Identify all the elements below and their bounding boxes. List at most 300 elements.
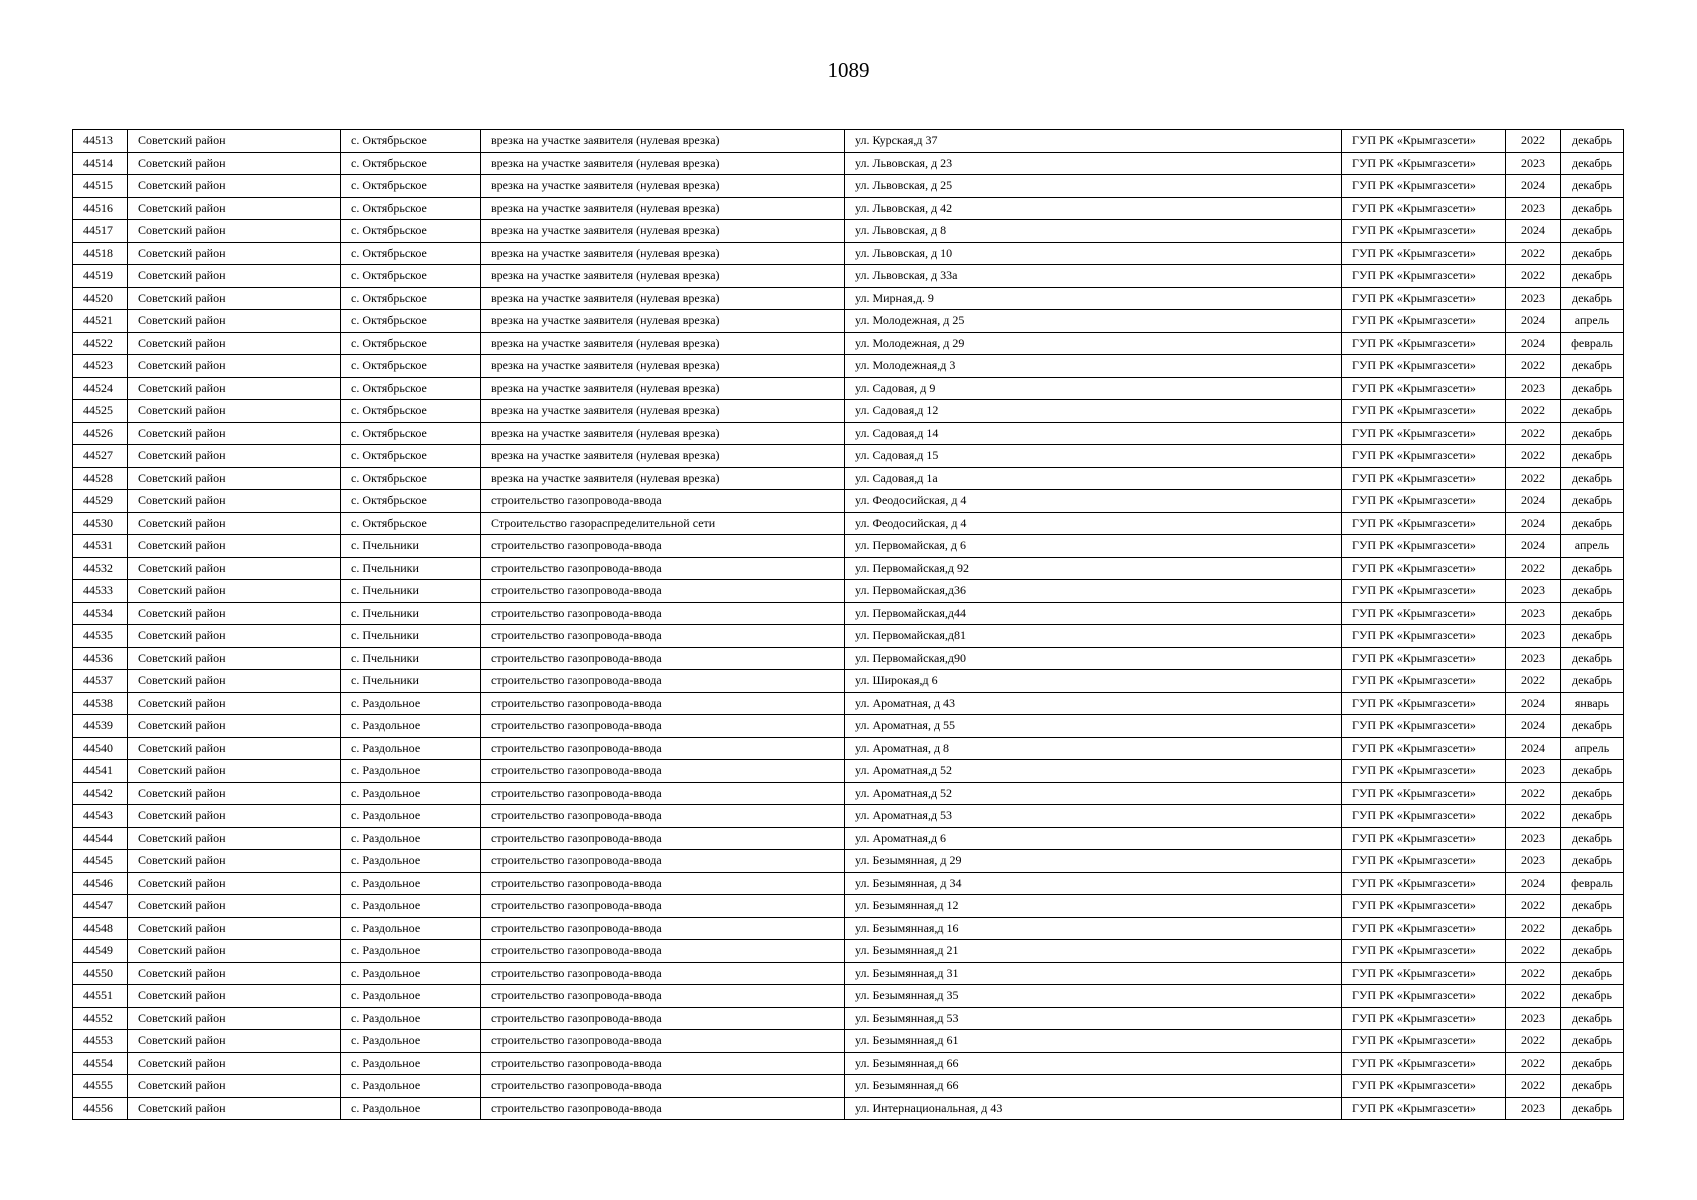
work-type-cell: строительство газопровода-ввода: [481, 895, 845, 918]
organization-cell: ГУП РК «Крымгазсети»: [1342, 1097, 1506, 1120]
settlement-cell: с. Раздольное: [341, 1075, 481, 1098]
record-number-cell: 44538: [73, 692, 128, 715]
organization-cell: ГУП РК «Крымгазсети»: [1342, 940, 1506, 963]
year-cell: 2024: [1506, 692, 1561, 715]
month-cell: декабрь: [1561, 242, 1624, 265]
district-cell: Советский район: [128, 265, 341, 288]
record-number-cell: 44544: [73, 827, 128, 850]
table-row: [73, 760, 1624, 783]
work-type-cell: строительство газопровода-ввода: [481, 557, 845, 580]
month-cell: апрель: [1561, 310, 1624, 333]
settlement-cell: с. Октябрьское: [341, 175, 481, 198]
settlement-cell: с. Октябрьское: [341, 265, 481, 288]
organization-cell: ГУП РК «Крымгазсети»: [1342, 310, 1506, 333]
organization-cell: ГУП РК «Крымгазсети»: [1342, 760, 1506, 783]
work-type-cell: Строительство газораспределительной сети: [481, 512, 845, 535]
year-cell: 2024: [1506, 512, 1561, 535]
month-cell: декабрь: [1561, 782, 1624, 805]
settlement-cell: с. Пчельники: [341, 557, 481, 580]
record-number-cell: 44521: [73, 310, 128, 333]
organization-cell: ГУП РК «Крымгазсети»: [1342, 917, 1506, 940]
settlement-cell: с. Раздольное: [341, 940, 481, 963]
year-cell: 2023: [1506, 827, 1561, 850]
month-cell: декабрь: [1561, 152, 1624, 175]
organization-cell: ГУП РК «Крымгазсети»: [1342, 625, 1506, 648]
work-type-cell: строительство газопровода-ввода: [481, 782, 845, 805]
work-type-cell: строительство газопровода-ввода: [481, 805, 845, 828]
settlement-cell: с. Раздольное: [341, 1030, 481, 1053]
organization-cell: ГУП РК «Крымгазсети»: [1342, 242, 1506, 265]
address-cell: ул. Ароматная,д 52: [845, 760, 1342, 783]
work-type-cell: врезка на участке заявителя (нулевая врезка): [481, 242, 845, 265]
address-cell: ул. Курская,д 37: [845, 130, 1342, 153]
address-cell: ул. Безымянная,д 31: [845, 962, 1342, 985]
table-row: [73, 805, 1624, 828]
record-number-cell: 44514: [73, 152, 128, 175]
work-type-cell: строительство газопровода-ввода: [481, 580, 845, 603]
work-type-cell: врезка на участке заявителя (нулевая врезка): [481, 220, 845, 243]
organization-cell: ГУП РК «Крымгазсети»: [1342, 332, 1506, 355]
work-type-cell: строительство газопровода-ввода: [481, 535, 845, 558]
district-cell: Советский район: [128, 355, 341, 378]
month-cell: декабрь: [1561, 962, 1624, 985]
table-row: [73, 602, 1624, 625]
month-cell: декабрь: [1561, 422, 1624, 445]
district-cell: Советский район: [128, 647, 341, 670]
table-row: [73, 197, 1624, 220]
district-cell: Советский район: [128, 895, 341, 918]
year-cell: 2022: [1506, 940, 1561, 963]
record-number-cell: 44525: [73, 400, 128, 423]
month-cell: декабрь: [1561, 467, 1624, 490]
record-number-cell: 44554: [73, 1052, 128, 1075]
table-row: [73, 490, 1624, 513]
year-cell: 2022: [1506, 130, 1561, 153]
work-type-cell: строительство газопровода-ввода: [481, 715, 845, 738]
address-cell: ул. Безымянная,д 53: [845, 1007, 1342, 1030]
record-number-cell: 44536: [73, 647, 128, 670]
table-row: [73, 647, 1624, 670]
settlement-cell: с. Пчельники: [341, 670, 481, 693]
address-cell: ул. Безымянная,д 21: [845, 940, 1342, 963]
month-cell: декабрь: [1561, 602, 1624, 625]
settlement-cell: с. Октябрьское: [341, 400, 481, 423]
work-type-cell: строительство газопровода-ввода: [481, 985, 845, 1008]
district-cell: Советский район: [128, 535, 341, 558]
organization-cell: ГУП РК «Крымгазсети»: [1342, 287, 1506, 310]
organization-cell: ГУП РК «Крымгазсети»: [1342, 827, 1506, 850]
organization-cell: ГУП РК «Крымгазсети»: [1342, 602, 1506, 625]
record-number-cell: 44542: [73, 782, 128, 805]
district-cell: Советский район: [128, 445, 341, 468]
address-cell: ул. Львовская, д 33а: [845, 265, 1342, 288]
work-type-cell: строительство газопровода-ввода: [481, 625, 845, 648]
address-cell: ул. Безымянная,д 35: [845, 985, 1342, 1008]
record-number-cell: 44532: [73, 557, 128, 580]
year-cell: 2023: [1506, 1097, 1561, 1120]
organization-cell: ГУП РК «Крымгазсети»: [1342, 265, 1506, 288]
district-cell: Советский район: [128, 1052, 341, 1075]
district-cell: Советский район: [128, 985, 341, 1008]
month-cell: февраль: [1561, 332, 1624, 355]
table-row: [73, 940, 1624, 963]
record-number-cell: 44533: [73, 580, 128, 603]
year-cell: 2022: [1506, 400, 1561, 423]
year-cell: 2023: [1506, 760, 1561, 783]
year-cell: 2022: [1506, 242, 1561, 265]
work-type-cell: врезка на участке заявителя (нулевая врезка): [481, 310, 845, 333]
organization-cell: ГУП РК «Крымгазсети»: [1342, 737, 1506, 760]
settlement-cell: с. Пчельники: [341, 580, 481, 603]
year-cell: 2022: [1506, 985, 1561, 1008]
year-cell: 2023: [1506, 625, 1561, 648]
district-cell: Советский район: [128, 557, 341, 580]
table-row: [73, 985, 1624, 1008]
table-row: [73, 850, 1624, 873]
settlement-cell: с. Раздольное: [341, 760, 481, 783]
work-type-cell: строительство газопровода-ввода: [481, 1030, 845, 1053]
settlement-cell: с. Раздольное: [341, 850, 481, 873]
work-type-cell: строительство газопровода-ввода: [481, 962, 845, 985]
table-row: [73, 445, 1624, 468]
record-number-cell: 44545: [73, 850, 128, 873]
record-number-cell: 44531: [73, 535, 128, 558]
settlement-cell: с. Октябрьское: [341, 377, 481, 400]
work-type-cell: строительство газопровода-ввода: [481, 692, 845, 715]
month-cell: декабрь: [1561, 400, 1624, 423]
district-cell: Советский район: [128, 220, 341, 243]
district-cell: Советский район: [128, 1030, 341, 1053]
table-row: [73, 130, 1624, 153]
table-row: [73, 265, 1624, 288]
work-type-cell: врезка на участке заявителя (нулевая врезка): [481, 130, 845, 153]
year-cell: 2022: [1506, 895, 1561, 918]
year-cell: 2024: [1506, 490, 1561, 513]
record-number-cell: 44517: [73, 220, 128, 243]
address-cell: ул. Безымянная,д 12: [845, 895, 1342, 918]
address-cell: ул. Первомайская,д90: [845, 647, 1342, 670]
address-cell: ул. Безымянная,д 66: [845, 1075, 1342, 1098]
work-type-cell: врезка на участке заявителя (нулевая врезка): [481, 422, 845, 445]
record-number-cell: 44529: [73, 490, 128, 513]
table-row: [73, 1030, 1624, 1053]
organization-cell: ГУП РК «Крымгазсети»: [1342, 580, 1506, 603]
district-cell: Советский район: [128, 625, 341, 648]
district-cell: Советский район: [128, 850, 341, 873]
organization-cell: ГУП РК «Крымгазсети»: [1342, 962, 1506, 985]
table-row: [73, 1075, 1624, 1098]
address-cell: ул. Садовая, д 9: [845, 377, 1342, 400]
settlement-cell: с. Октябрьское: [341, 242, 481, 265]
record-number-cell: 44547: [73, 895, 128, 918]
district-cell: Советский район: [128, 940, 341, 963]
register-table: [72, 129, 1624, 1120]
record-number-cell: 44543: [73, 805, 128, 828]
work-type-cell: врезка на участке заявителя (нулевая врезка): [481, 377, 845, 400]
year-cell: 2024: [1506, 175, 1561, 198]
organization-cell: ГУП РК «Крымгазсети»: [1342, 175, 1506, 198]
district-cell: Советский район: [128, 377, 341, 400]
address-cell: ул. Широкая,д 6: [845, 670, 1342, 693]
month-cell: апрель: [1561, 535, 1624, 558]
district-cell: Советский район: [128, 715, 341, 738]
settlement-cell: с. Октябрьское: [341, 467, 481, 490]
table-row: [73, 557, 1624, 580]
month-cell: декабрь: [1561, 490, 1624, 513]
address-cell: ул. Первомайская, д 6: [845, 535, 1342, 558]
organization-cell: ГУП РК «Крымгазсети»: [1342, 1052, 1506, 1075]
work-type-cell: врезка на участке заявителя (нулевая врезка): [481, 197, 845, 220]
work-type-cell: строительство газопровода-ввода: [481, 670, 845, 693]
settlement-cell: с. Октябрьское: [341, 152, 481, 175]
record-number-cell: 44522: [73, 332, 128, 355]
record-number-cell: 44555: [73, 1075, 128, 1098]
work-type-cell: врезка на участке заявителя (нулевая врезка): [481, 175, 845, 198]
district-cell: Советский район: [128, 692, 341, 715]
work-type-cell: врезка на участке заявителя (нулевая врезка): [481, 152, 845, 175]
settlement-cell: с. Октябрьское: [341, 445, 481, 468]
month-cell: декабрь: [1561, 445, 1624, 468]
district-cell: Советский район: [128, 827, 341, 850]
year-cell: 2024: [1506, 715, 1561, 738]
record-number-cell: 44553: [73, 1030, 128, 1053]
district-cell: Советский район: [128, 872, 341, 895]
work-type-cell: строительство газопровода-ввода: [481, 760, 845, 783]
settlement-cell: с. Октябрьское: [341, 332, 481, 355]
district-cell: Советский район: [128, 917, 341, 940]
district-cell: Советский район: [128, 805, 341, 828]
month-cell: декабрь: [1561, 1097, 1624, 1120]
organization-cell: ГУП РК «Крымгазсети»: [1342, 422, 1506, 445]
work-type-cell: врезка на участке заявителя (нулевая врезка): [481, 265, 845, 288]
month-cell: январь: [1561, 692, 1624, 715]
address-cell: ул. Львовская, д 8: [845, 220, 1342, 243]
district-cell: Советский район: [128, 400, 341, 423]
address-cell: ул. Ароматная,д 52: [845, 782, 1342, 805]
address-cell: ул. Львовская, д 23: [845, 152, 1342, 175]
organization-cell: ГУП РК «Крымгазсети»: [1342, 715, 1506, 738]
settlement-cell: с. Раздольное: [341, 1052, 481, 1075]
table-row: [73, 377, 1624, 400]
record-number-cell: 44551: [73, 985, 128, 1008]
work-type-cell: врезка на участке заявителя (нулевая врезка): [481, 467, 845, 490]
table-row: [73, 737, 1624, 760]
year-cell: 2022: [1506, 557, 1561, 580]
year-cell: 2024: [1506, 535, 1561, 558]
register-body: [73, 130, 1624, 1120]
settlement-cell: с. Раздольное: [341, 782, 481, 805]
table-row: [73, 220, 1624, 243]
record-number-cell: 44520: [73, 287, 128, 310]
table-row: [73, 400, 1624, 423]
record-number-cell: 44528: [73, 467, 128, 490]
settlement-cell: с. Пчельники: [341, 625, 481, 648]
district-cell: Советский район: [128, 580, 341, 603]
year-cell: 2023: [1506, 287, 1561, 310]
month-cell: декабрь: [1561, 895, 1624, 918]
year-cell: 2022: [1506, 467, 1561, 490]
table-row: [73, 1097, 1624, 1120]
work-type-cell: строительство газопровода-ввода: [481, 737, 845, 760]
district-cell: Советский район: [128, 152, 341, 175]
year-cell: 2022: [1506, 422, 1561, 445]
settlement-cell: с. Раздольное: [341, 985, 481, 1008]
settlement-cell: с. Раздольное: [341, 895, 481, 918]
organization-cell: ГУП РК «Крымгазсети»: [1342, 220, 1506, 243]
record-number-cell: 44556: [73, 1097, 128, 1120]
month-cell: декабрь: [1561, 805, 1624, 828]
year-cell: 2022: [1506, 962, 1561, 985]
table-row: [73, 512, 1624, 535]
settlement-cell: с. Раздольное: [341, 1007, 481, 1030]
record-number-cell: 44530: [73, 512, 128, 535]
table-row: [73, 152, 1624, 175]
address-cell: ул. Садовая,д 15: [845, 445, 1342, 468]
month-cell: декабрь: [1561, 1007, 1624, 1030]
record-number-cell: 44527: [73, 445, 128, 468]
organization-cell: ГУП РК «Крымгазсети»: [1342, 445, 1506, 468]
settlement-cell: с. Раздольное: [341, 805, 481, 828]
address-cell: ул. Ароматная, д 43: [845, 692, 1342, 715]
month-cell: декабрь: [1561, 850, 1624, 873]
address-cell: ул. Молодежная, д 25: [845, 310, 1342, 333]
address-cell: ул. Феодосийская, д 4: [845, 512, 1342, 535]
record-number-cell: 44513: [73, 130, 128, 153]
organization-cell: ГУП РК «Крымгазсети»: [1342, 670, 1506, 693]
address-cell: ул. Первомайская,д36: [845, 580, 1342, 603]
address-cell: ул. Безымянная,д 66: [845, 1052, 1342, 1075]
year-cell: 2022: [1506, 1052, 1561, 1075]
record-number-cell: 44541: [73, 760, 128, 783]
settlement-cell: с. Октябрьское: [341, 355, 481, 378]
year-cell: 2022: [1506, 1075, 1561, 1098]
work-type-cell: врезка на участке заявителя (нулевая врезка): [481, 355, 845, 378]
settlement-cell: с. Октябрьское: [341, 422, 481, 445]
settlement-cell: с. Раздольное: [341, 872, 481, 895]
address-cell: ул. Безымянная, д 29: [845, 850, 1342, 873]
year-cell: 2023: [1506, 580, 1561, 603]
table-row: [73, 827, 1624, 850]
organization-cell: ГУП РК «Крымгазсети»: [1342, 130, 1506, 153]
settlement-cell: с. Октябрьское: [341, 310, 481, 333]
year-cell: 2023: [1506, 377, 1561, 400]
month-cell: декабрь: [1561, 197, 1624, 220]
month-cell: декабрь: [1561, 377, 1624, 400]
address-cell: ул. Безымянная,д 61: [845, 1030, 1342, 1053]
table-row: [73, 625, 1624, 648]
table-row: [73, 175, 1624, 198]
month-cell: декабрь: [1561, 355, 1624, 378]
year-cell: 2022: [1506, 445, 1561, 468]
month-cell: февраль: [1561, 872, 1624, 895]
organization-cell: ГУП РК «Крымгазсети»: [1342, 355, 1506, 378]
work-type-cell: строительство газопровода-ввода: [481, 647, 845, 670]
organization-cell: ГУП РК «Крымгазсети»: [1342, 377, 1506, 400]
organization-cell: ГУП РК «Крымгазсети»: [1342, 467, 1506, 490]
organization-cell: ГУП РК «Крымгазсети»: [1342, 985, 1506, 1008]
month-cell: декабрь: [1561, 760, 1624, 783]
address-cell: ул. Первомайская,д 92: [845, 557, 1342, 580]
work-type-cell: строительство газопровода-ввода: [481, 827, 845, 850]
table-row: [73, 895, 1624, 918]
record-number-cell: 44550: [73, 962, 128, 985]
work-type-cell: строительство газопровода-ввода: [481, 1007, 845, 1030]
organization-cell: ГУП РК «Крымгазсети»: [1342, 557, 1506, 580]
record-number-cell: 44539: [73, 715, 128, 738]
work-type-cell: врезка на участке заявителя (нулевая врезка): [481, 400, 845, 423]
month-cell: декабрь: [1561, 1075, 1624, 1098]
record-number-cell: 44540: [73, 737, 128, 760]
settlement-cell: с. Октябрьское: [341, 512, 481, 535]
month-cell: декабрь: [1561, 827, 1624, 850]
organization-cell: ГУП РК «Крымгазсети»: [1342, 400, 1506, 423]
district-cell: Советский район: [128, 670, 341, 693]
district-cell: Советский район: [128, 602, 341, 625]
address-cell: ул. Ароматная, д 55: [845, 715, 1342, 738]
address-cell: ул. Ароматная,д 6: [845, 827, 1342, 850]
table-row: [73, 670, 1624, 693]
settlement-cell: с. Раздольное: [341, 692, 481, 715]
table-row: [73, 917, 1624, 940]
organization-cell: ГУП РК «Крымгазсети»: [1342, 152, 1506, 175]
record-number-cell: 44519: [73, 265, 128, 288]
year-cell: 2022: [1506, 805, 1561, 828]
address-cell: ул. Львовская, д 10: [845, 242, 1342, 265]
organization-cell: ГУП РК «Крымгазсети»: [1342, 1030, 1506, 1053]
table-row: [73, 1052, 1624, 1075]
year-cell: 2023: [1506, 1007, 1561, 1030]
record-number-cell: 44516: [73, 197, 128, 220]
settlement-cell: с. Раздольное: [341, 737, 481, 760]
page-number: 1089: [827, 58, 870, 82]
district-cell: Советский район: [128, 962, 341, 985]
district-cell: Советский район: [128, 490, 341, 513]
work-type-cell: врезка на участке заявителя (нулевая врезка): [481, 332, 845, 355]
month-cell: апрель: [1561, 737, 1624, 760]
record-number-cell: 44535: [73, 625, 128, 648]
record-number-cell: 44552: [73, 1007, 128, 1030]
settlement-cell: с. Раздольное: [341, 917, 481, 940]
month-cell: декабрь: [1561, 917, 1624, 940]
table-row: [73, 692, 1624, 715]
settlement-cell: с. Пчельники: [341, 602, 481, 625]
district-cell: Советский район: [128, 422, 341, 445]
month-cell: декабрь: [1561, 940, 1624, 963]
district-cell: Советский район: [128, 467, 341, 490]
table-row: [73, 580, 1624, 603]
table-row: [73, 332, 1624, 355]
address-cell: ул. Львовская, д 25: [845, 175, 1342, 198]
organization-cell: ГУП РК «Крымгазсети»: [1342, 692, 1506, 715]
year-cell: 2022: [1506, 265, 1561, 288]
work-type-cell: строительство газопровода-ввода: [481, 872, 845, 895]
address-cell: ул. Молодежная, д 29: [845, 332, 1342, 355]
district-cell: Советский район: [128, 175, 341, 198]
organization-cell: ГУП РК «Крымгазсети»: [1342, 850, 1506, 873]
address-cell: ул. Безымянная,д 16: [845, 917, 1342, 940]
organization-cell: ГУП РК «Крымгазсети»: [1342, 1075, 1506, 1098]
month-cell: декабрь: [1561, 580, 1624, 603]
work-type-cell: строительство газопровода-ввода: [481, 1097, 845, 1120]
month-cell: декабрь: [1561, 1052, 1624, 1075]
month-cell: декабрь: [1561, 670, 1624, 693]
organization-cell: ГУП РК «Крымгазсети»: [1342, 490, 1506, 513]
table-row: [73, 355, 1624, 378]
district-cell: Советский район: [128, 332, 341, 355]
month-cell: декабрь: [1561, 130, 1624, 153]
address-cell: ул. Феодосийская, д 4: [845, 490, 1342, 513]
month-cell: декабрь: [1561, 287, 1624, 310]
